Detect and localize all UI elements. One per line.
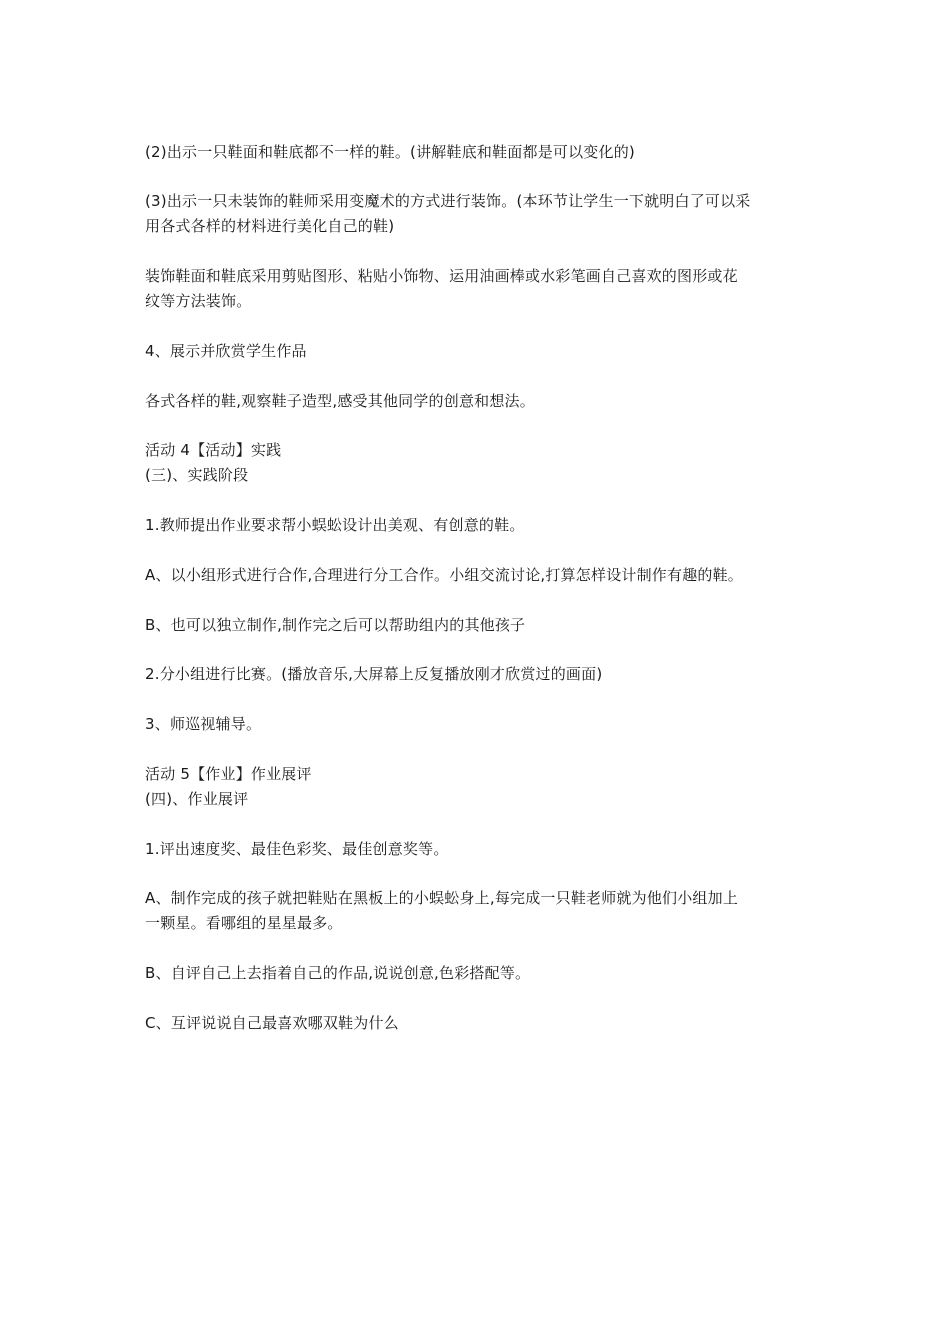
paragraph-line: 2.分小组进行比赛。(播放音乐,大屏幕上反复播放刚才欣赏过的画面) [145, 665, 603, 683]
paragraph-line: 一颗星。看哪组的星星最多。 [145, 914, 343, 932]
paragraph-line: (3)出示一只未装饰的鞋师采用变魔术的方式进行装饰。(本环节让学生一下就明白了可以采 [145, 192, 751, 210]
paragraph-line: 4、展示并欣赏学生作品 [145, 342, 307, 360]
paragraph-line: 纹等方法装饰。 [145, 292, 252, 310]
section-heading: 活动 5【作业】作业展评 [145, 765, 312, 783]
paragraph-line: 装饰鞋面和鞋底采用剪贴图形、粘贴小饰物、运用油画棒或水彩笔画自己喜欢的图形或花 [145, 267, 738, 285]
paragraph-line: B、也可以独立制作,制作完之后可以帮助组内的其他孩子 [145, 616, 526, 634]
paragraph-line: B、自评自己上去指着自己的作品,说说创意,色彩搭配等。 [145, 964, 531, 982]
paragraph-line: 1.评出速度奖、最佳色彩奖、最佳创意奖等。 [145, 840, 449, 858]
paragraph-line: C、互评说说自己最喜欢哪双鞋为什么 [145, 1014, 399, 1032]
section-heading: 活动 4【活动】实践 [145, 441, 282, 459]
paragraph-line: 用各式各样的材料进行美化自己的鞋) [145, 217, 395, 235]
section-subheading: (四)、作业展评 [145, 790, 249, 808]
paragraph-line: 各式各样的鞋,观察鞋子造型,感受其他同学的创意和想法。 [145, 392, 535, 410]
section-subheading: (三)、实践阶段 [145, 466, 249, 484]
paragraph-line: 3、师巡视辅导。 [145, 715, 262, 733]
paragraph-line: A、制作完成的孩子就把鞋贴在黑板上的小蜈蚣身上,每完成一只鞋老师就为他们小组加上 [145, 889, 739, 907]
paragraph-line: A、以小组形式进行合作,合理进行分工合作。小组交流讨论,打算怎样设计制作有趣的鞋。 [145, 566, 744, 584]
paragraph-line: (2)出示一只鞋面和鞋底都不一样的鞋。(讲解鞋底和鞋面都是可以变化的) [145, 143, 635, 161]
paragraph-line: 1.教师提出作业要求帮小蜈蚣设计出美观、有创意的鞋。 [145, 516, 525, 534]
